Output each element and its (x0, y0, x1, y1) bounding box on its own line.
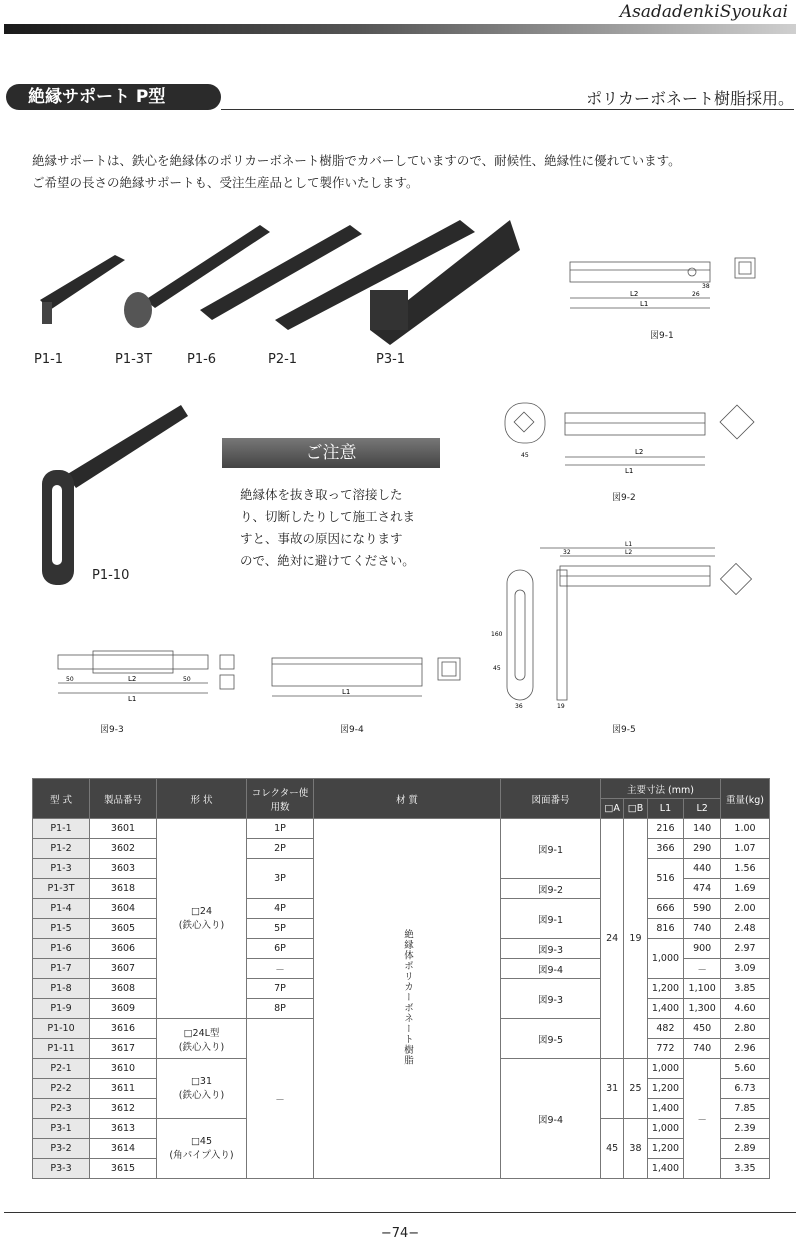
product-photos (20, 210, 520, 360)
header-code: 製品番号 (90, 779, 157, 819)
cell-collector: 3P (247, 859, 314, 899)
cell-shape-24l: □24L型 (鉄心入り) (157, 1019, 247, 1059)
figure-9-1-caption: 図9-1 (650, 331, 674, 341)
cell-type: P1-3T (33, 879, 90, 899)
figure-9-5-l1-label: L1 (625, 541, 633, 548)
caution-line-3: すと、事故の原因になります (240, 531, 403, 546)
figure-9-5-drawing (485, 540, 770, 710)
cell-shape-31: □31 (鉄心入り) (157, 1059, 247, 1119)
figure-9-5-45-label: 45 (493, 665, 501, 672)
cell-type: P2-1 (33, 1059, 90, 1079)
product-label-p1-6: P1-6 (187, 352, 217, 367)
cell-weight: 2.80 (721, 1019, 770, 1039)
cell-weight: 2.96 (721, 1039, 770, 1059)
cell-code: 3611 (90, 1079, 157, 1099)
cell-code: 3607 (90, 959, 157, 979)
cell-type: P2-3 (33, 1099, 90, 1119)
cell-l2: 440 (684, 859, 721, 879)
cell-l2: 140 (684, 819, 721, 839)
figure-9-5-160-label: 160 (491, 631, 503, 638)
header-material: 材 質 (314, 779, 501, 819)
intro-line-2: ご希望の長さの絶縁サポートも、受注生産品として製作いたします。 (32, 175, 419, 190)
cell-weight: 3.85 (721, 979, 770, 999)
cell-collector: 1P (247, 819, 314, 839)
figure-9-1-26-label: 26 (692, 291, 700, 298)
cell-figure: 図9-1 (501, 819, 601, 879)
cell-weight: 2.89 (721, 1139, 770, 1159)
cell-collector: 4P (247, 899, 314, 919)
header-a: □A (601, 799, 624, 819)
spec-table (32, 778, 770, 1179)
figure-9-1-l2-label: L2 (630, 290, 639, 298)
cell-type: P1-2 (33, 839, 90, 859)
cell-code: 3606 (90, 939, 157, 959)
product-label-p1-10: P1-10 (92, 568, 130, 583)
footer-rule (4, 1212, 796, 1213)
cell-code: 3603 (90, 859, 157, 879)
header-l2: L2 (684, 799, 721, 819)
cell-b: 38 (624, 1119, 647, 1179)
caution-line-2: り、切断したりして施工されま (240, 509, 416, 524)
cell-type: P2-2 (33, 1079, 90, 1099)
product-p1-6-photo (200, 225, 362, 320)
cell-weight: 1.56 (721, 859, 770, 879)
header-bar (4, 24, 796, 34)
cell-weight: 1.00 (721, 819, 770, 839)
cell-figure: 図9-4 (501, 959, 601, 979)
cell-type: P1-11 (33, 1039, 90, 1059)
figure-9-2-caption: 図9-2 (612, 493, 636, 503)
caution-line-1: 絶縁体を抜き取って溶接した (240, 487, 403, 502)
cell-figure: 図9-4 (501, 1059, 601, 1179)
product-label-p3-1: P3-1 (376, 352, 406, 367)
brand-name: AsadadenkiSyoukai (619, 2, 788, 22)
figure-9-1-drawing (560, 240, 770, 320)
cell-l2: － (684, 959, 721, 979)
figure-9-3-drawing (48, 635, 248, 705)
cell-code: 3616 (90, 1019, 157, 1039)
cell-type: P3-3 (33, 1159, 90, 1179)
cell-weight: 5.60 (721, 1059, 770, 1079)
header-type: 型 式 (33, 779, 90, 819)
cell-type: P3-1 (33, 1119, 90, 1139)
cell-shape-45: □45 (角パイプ入り) (157, 1119, 247, 1179)
header-collector: コレクター使用数 (247, 779, 314, 819)
figure-9-2-l2-label: L2 (635, 448, 644, 456)
cell-collector: 2P (247, 839, 314, 859)
cell-code: 3605 (90, 919, 157, 939)
caution-line-4: ので、絶対に避けてください。 (240, 553, 415, 568)
cell-type: P1-4 (33, 899, 90, 919)
cell-l1: 216 (647, 819, 684, 839)
cell-b: 19 (624, 819, 647, 1059)
product-label-p1-1: P1-1 (34, 352, 64, 367)
cell-code: 3610 (90, 1059, 157, 1079)
cell-l1: 482 (647, 1019, 684, 1039)
cell-type: P1-1 (33, 819, 90, 839)
cell-type: P3-2 (33, 1139, 90, 1159)
cell-l1: 1,000 (647, 1119, 684, 1139)
cell-weight: 1.07 (721, 839, 770, 859)
cell-l2: 740 (684, 1039, 721, 1059)
cell-weight: 7.85 (721, 1099, 770, 1119)
subtitle: ポリカーボネート樹脂採用。 (586, 89, 794, 108)
header-weight: 重量(kg) (721, 779, 770, 819)
cell-weight: 3.09 (721, 959, 770, 979)
product-label-p1-3t: P1-3T (115, 352, 153, 367)
figure-9-3-l2-label: L2 (128, 675, 137, 683)
cell-code: 3613 (90, 1119, 157, 1139)
header-b: □B (624, 799, 647, 819)
figure-9-2-drawing (485, 385, 770, 475)
cell-code: 3618 (90, 879, 157, 899)
header-shape: 形 状 (157, 779, 247, 819)
cell-figure: 図9-3 (501, 939, 601, 959)
figure-9-1-l1-label: L1 (640, 300, 649, 308)
cell-l1: 1,400 (647, 999, 684, 1019)
cell-type: P1-6 (33, 939, 90, 959)
cell-a: 45 (601, 1119, 624, 1179)
cell-weight: 4.60 (721, 999, 770, 1019)
figure-9-3-50a-label: 50 (66, 676, 74, 683)
cell-collector: 8P (247, 999, 314, 1019)
title-rule (221, 109, 794, 110)
cell-l1: 1,200 (647, 1079, 684, 1099)
cell-code: 3614 (90, 1139, 157, 1159)
product-p1-1-photo (40, 255, 125, 310)
cell-l2: 900 (684, 939, 721, 959)
header-figure: 図面番号 (501, 779, 601, 819)
cell-material: 絶縁体ポリカーボネート樹脂 (314, 819, 501, 1179)
cell-weight: 1.69 (721, 879, 770, 899)
figure-9-5-36-label: 36 (515, 703, 523, 710)
cell-weight: 6.73 (721, 1079, 770, 1099)
figure-9-4-caption: 図9-4 (340, 725, 364, 735)
page-number: −74− (380, 1226, 420, 1241)
cell-l2: 1,100 (684, 979, 721, 999)
cell-l2: 290 (684, 839, 721, 859)
product-p1-10-photo (36, 400, 226, 590)
cell-l2: 474 (684, 879, 721, 899)
cell-l1: 666 (647, 899, 684, 919)
cell-b: 25 (624, 1059, 647, 1119)
cell-figure: 図9-1 (501, 899, 601, 939)
product-label-p2-1: P2-1 (268, 352, 298, 367)
figure-9-2-45-label: 45 (521, 452, 529, 459)
figure-9-5-caption: 図9-5 (612, 725, 636, 735)
intro-text (32, 150, 681, 194)
cell-type: P1-7 (33, 959, 90, 979)
figure-9-2-l1-label: L1 (625, 467, 634, 475)
cell-figure: 図9-2 (501, 879, 601, 899)
figure-9-3-50b-label: 50 (183, 676, 191, 683)
figure-9-1-38-label: 38 (702, 283, 710, 290)
cell-shape-24: □24 (鉄心入り) (157, 819, 247, 1019)
cell-code: 3615 (90, 1159, 157, 1179)
page-title: 絶縁サポート P型 (6, 84, 221, 110)
cell-collector: 5P (247, 919, 314, 939)
cell-l1: 366 (647, 839, 684, 859)
cell-code: 3604 (90, 899, 157, 919)
cell-l1: 816 (647, 919, 684, 939)
cell-l1: 1,000 (647, 939, 684, 979)
cell-type: P1-3 (33, 859, 90, 879)
cell-l2: 450 (684, 1019, 721, 1039)
cell-type: P1-5 (33, 919, 90, 939)
cell-l1: 1,200 (647, 1139, 684, 1159)
cell-code: 3609 (90, 999, 157, 1019)
cell-weight: 2.97 (721, 939, 770, 959)
cell-l2: 590 (684, 899, 721, 919)
cell-code: 3612 (90, 1099, 157, 1119)
table-header-row (33, 779, 770, 799)
table-row (33, 819, 770, 839)
cell-code: 3608 (90, 979, 157, 999)
cell-collector: － (247, 959, 314, 979)
cell-code: 3617 (90, 1039, 157, 1059)
cell-weight: 2.00 (721, 899, 770, 919)
caution-text (240, 484, 415, 572)
cell-l1: 772 (647, 1039, 684, 1059)
cell-l2: 740 (684, 919, 721, 939)
cell-a: 31 (601, 1059, 624, 1119)
cell-type: P1-10 (33, 1019, 90, 1039)
cell-weight: 2.48 (721, 919, 770, 939)
cell-a: 24 (601, 819, 624, 1059)
figure-9-5-19-label: 19 (557, 703, 565, 710)
figure-9-4-drawing (262, 640, 472, 705)
header-dims: 主要寸法 (mm) (601, 779, 721, 799)
cell-weight: 2.39 (721, 1119, 770, 1139)
cell-collector: 7P (247, 979, 314, 999)
cell-type: P1-9 (33, 999, 90, 1019)
cell-l2: 1,300 (684, 999, 721, 1019)
cell-l1: 1,200 (647, 979, 684, 999)
figure-9-3-l1-label: L1 (128, 695, 137, 703)
header-l1: L1 (647, 799, 684, 819)
cell-collector: 6P (247, 939, 314, 959)
cell-collector: － (247, 1019, 314, 1179)
cell-l1: 1,000 (647, 1059, 684, 1079)
cell-figure: 図9-3 (501, 979, 601, 1019)
cell-type: P1-8 (33, 979, 90, 999)
figure-9-5-l2-label: L2 (625, 549, 633, 556)
figure-9-5-32-label: 32 (563, 549, 571, 556)
intro-line-1: 絶縁サポートは、鉄心を絶縁体のポリカーボネート樹脂でカバーしていますので、耐候性、絶縁性に優れています。 (32, 153, 681, 168)
figure-9-3-caption: 図9-3 (100, 725, 124, 735)
cell-l1: 1,400 (647, 1099, 684, 1119)
caution-header: ご注意 (222, 438, 440, 468)
cell-weight: 3.35 (721, 1159, 770, 1179)
cell-code: 3601 (90, 819, 157, 839)
cell-figure: 図9-5 (501, 1019, 601, 1059)
figure-9-4-l1-label: L1 (342, 688, 351, 696)
cell-code: 3602 (90, 839, 157, 859)
cell-l1: 516 (647, 859, 684, 899)
cell-l1: 1,400 (647, 1159, 684, 1179)
cell-l2: － (684, 1059, 721, 1179)
